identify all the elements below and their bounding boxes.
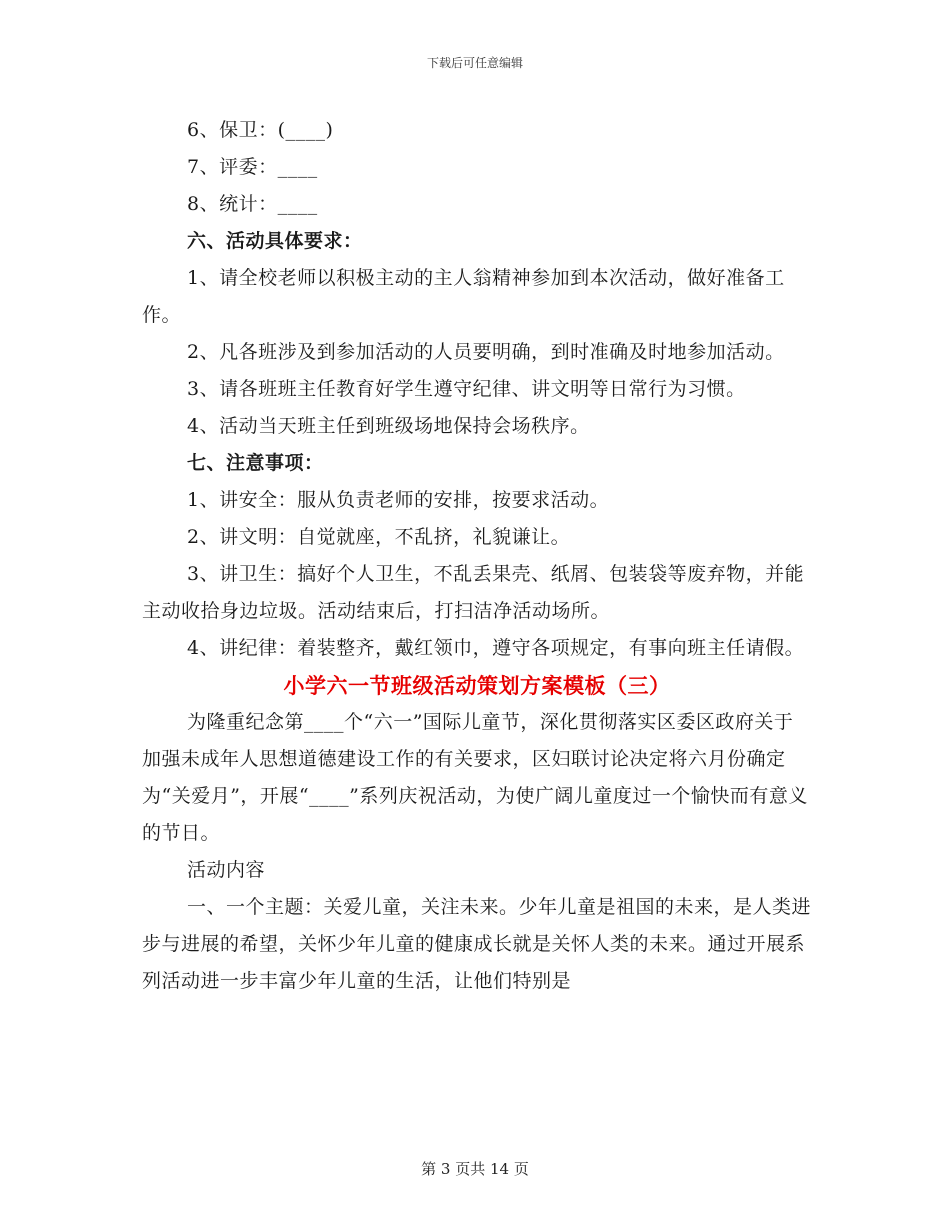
requirement-item-2: 2、凡各班涉及到参加活动的人员要明确，到时准确及时地参加活动。	[187, 341, 785, 363]
note-item-1: 1、讲安全：服从负责老师的安排，按要求活动。	[187, 489, 610, 511]
requirement-item-4: 4、活动当天班主任到班级场地保持会场秩序。	[187, 415, 590, 437]
note-item-4: 4、讲纪律：着装整齐，戴红领巾，遵守各项规定，有事向班主任请假。	[187, 637, 805, 659]
theme-paragraph: 一、一个主题：关爱儿童，关注未来。少年儿童是祖国的未来，是人类进步与进展的希望，关怀少年儿童的健康成长就是关怀人类的未来。通过开展系列活动进一步丰富少年儿童的生活，让他们特别是	[142, 896, 812, 992]
staff-line-security: 6、保卫：(____)	[187, 119, 334, 141]
staff-line-statistics: 8、统计：____	[187, 193, 318, 215]
document-body	[142, 112, 812, 1000]
page-header: 下载后可任意编辑	[426, 56, 523, 70]
requirement-item-1: 1、请全校老师以积极主动的主人翁精神参加到本次活动，做好准备工作。	[142, 267, 785, 326]
activity-content-label: 活动内容	[187, 859, 266, 881]
note-item-2: 2、讲文明：自觉就座，不乱挤，礼貌谦让。	[187, 526, 571, 548]
page-footer: 第 3 页共 14 页	[421, 1160, 529, 1178]
note-item-3: 3、讲卫生：搞好个人卫生，不乱丢果壳、纸屑、包装袋等废弃物，并能主动收拾身边垃圾。活动结束后，打扫洁净活动场所。	[142, 563, 805, 622]
requirement-item-3: 3、请各班班主任教育好学生遵守纪律、讲文明等日常行为习惯。	[187, 378, 746, 400]
document-title: 小学六一节班级活动策划方案模板（三）	[283, 673, 671, 698]
staff-line-judges: 7、评委：____	[187, 156, 318, 178]
section-heading-requirements: 六、活动具体要求：	[187, 230, 363, 252]
section-heading-notes: 七、注意事项：	[187, 452, 324, 474]
intro-paragraph: 为隆重纪念第____个“六一”国际儿童节，深化贯彻落实区委区政府关于加强未成年人思想道德建设工作的有关要求，区妇联讨论决定将六月份确定为“关爱月”，开展“____”系列庆祝活动，为使广阔儿童度过一个愉快而有意义的节日。	[142, 711, 808, 844]
